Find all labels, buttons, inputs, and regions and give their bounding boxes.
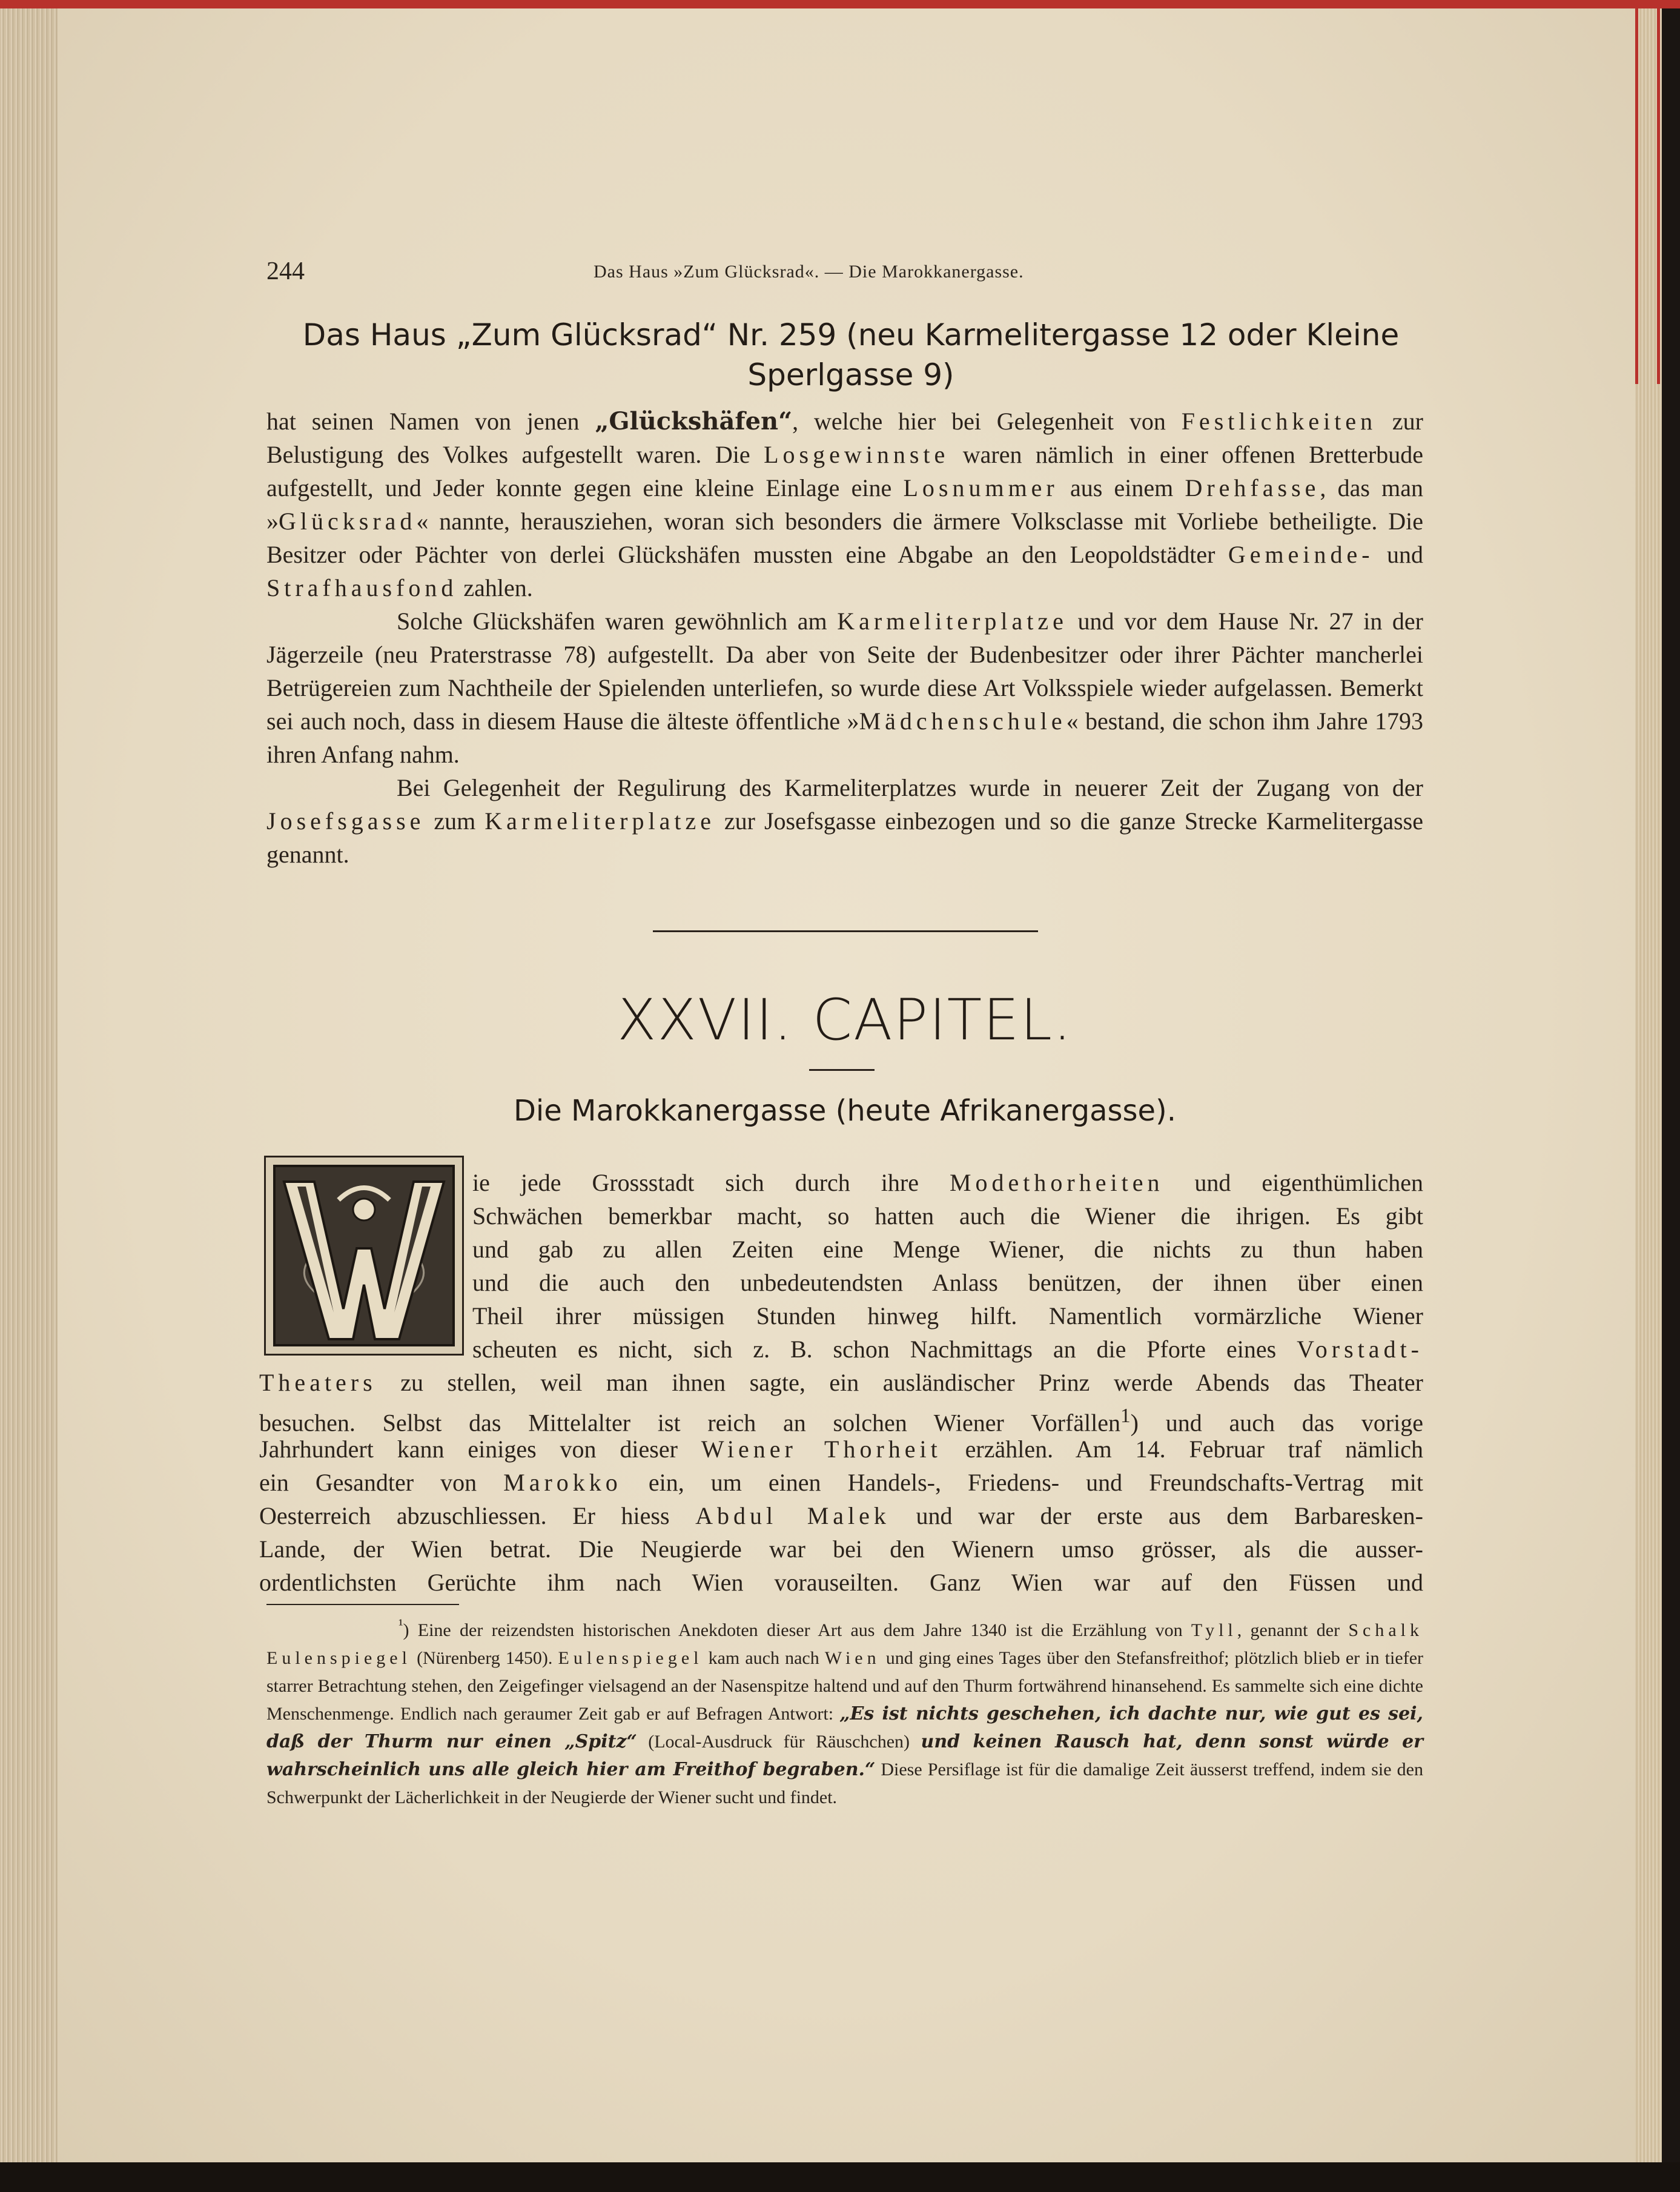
decorated-initial-w-icon xyxy=(264,1156,464,1356)
section-body xyxy=(266,405,1423,871)
text-line: ein Gesandter von Marokko ein, um einen Handels-, Friedens- und Freundschafts-Vertrag mit xyxy=(259,1469,1424,1496)
chapter-divider xyxy=(809,1069,875,1071)
text-line: ie jede Grossstadt sich durch ihre Modethorheiten und eigenthümlichen xyxy=(472,1169,1423,1196)
text-line: ordentlichsten Gerüchte ihm nach Wien vorauseilten. Ganz Wien war auf den Füssen und xyxy=(259,1569,1423,1596)
text-line: Schwächen bemerkbar macht, so hatten auch die Wiener die ihrigen. Es gibt xyxy=(472,1202,1423,1230)
red-edge-right xyxy=(1635,8,1638,384)
red-edge-top xyxy=(0,0,1680,8)
page-number: 244 xyxy=(266,257,305,285)
footnote-ref: 1 xyxy=(1120,1405,1131,1427)
paragraph-3: Bei Gelegenheit der Regulirung des Karmeliterplatzes wurde in neuerer Zeit der Zugang von der Josefsgasse zum Karmeliterplatze zur Josefsgasse einbezogen und so die ganze Strecke Karmelitergasse genannt. xyxy=(266,774,1423,868)
paragraph-2: Solche Glückshäfen waren gewöhnlich am Karmeliterplatze und vor dem Hause Nr. 27 in der Jägerzeile (neu Praterstrasse 78) aufgestellt. Da aber von Seite der Budenbesitzer oder ihrer Pächter mancherlei Betrügereien zum Nachtheile der Spielenden unterliefen, so wurde diese Art Volksspiele wieder aufgelassen. Bemerkt sei auch noch, dass in diesem Hause die älteste öffentliche »Mädchenschule« bestand, die schon ihm Jahre 1793 ihren Anfang nahm. xyxy=(266,608,1423,768)
text-line: Theaters zu stellen, weil man ihnen sagte, ein ausländischer Prinz werde Abends das Theater xyxy=(259,1369,1423,1396)
text-line: und die auch den unbedeutendsten Anlass benützen, der ihnen über einen xyxy=(472,1269,1423,1296)
footnote: $^{^1}$) Eine der reizendsten historischen Anekdoten dieser Art aus dem Jahre 1340 ist die Erzählung von Tyll, genannt der Schalk Eulenspiegel (Nürenberg 1450). Eulenspiegel kam auch nach Wien und ging eines Tages über den Stefansfreithof; plötzlich blieb er in tiefer starrer Betrachtung stehen, den Zeigefinger vielsagend an der Nasenspitze haltend und auf den Thurm fortwährend hinansehend. Es sammelte sich eine dichte Menschenmenge. Endlich nach geraumer Zeit gab er auf Befragen Antwort: „Es ist nichts geschehen, ich dachte nur, wie gut es sei, daß der Thurm nur einen „Spitz“ (Local-Ausdruck für Räuschchen) und keinen Rausch hat, denn sonst würde er wahrscheinlich uns alle gleich hier am Freithof begraben.“ Diese Persiflage ist für die damalige Zeit äusserst treffend, indem sie den Schwerpunkt der Lächerlichkeit in der Neugierde der Wiener sucht und findet. xyxy=(266,1617,1424,1807)
paragraph-1: hat seinen Namen von jenen „Glückshäfen“, welche hier bei Gelegenheit von Festlichkeiten zur Belustigung des Volkes aufgestellt waren. Die Losgewinnste waren nämlich in einer offenen Bretterbude aufgestellt, und Jeder konnte gegen eine kleine Einlage eine Losnummer aus einem Drehfasse, das man »Glücksrad« nannte, herausziehen, woran sich besonders die ärmere Volksclasse mit Vorliebe betheiligte. Die Besitzer oder Pächter von derlei Glückshäfen mussten eine Abgabe an den Leopoldstädter Gemeinde- und Strafhausfond zahlen. xyxy=(266,407,1424,601)
chapter-title: XXVII. CAPITEL. xyxy=(617,987,1073,1053)
scan-background xyxy=(0,2162,1680,2192)
footnote-rule xyxy=(266,1604,459,1605)
text-line: Theil ihrer müssigen Stunden hinweg hilft. Namentlich vormärzliche Wiener xyxy=(472,1302,1423,1329)
text-line: Lande, der Wien betrat. Die Neugierde war bei den Wienern umso grösser, als die ausser- xyxy=(259,1535,1423,1563)
running-head xyxy=(266,257,1447,293)
text-line: Oesterreich abzuschliessen. Er hiess Abdul Malek und war der erste aus dem Barbaresken- xyxy=(259,1502,1423,1529)
section-heading: Das Haus „Zum Glücksrad“ Nr. 259 (neu Karmelitergasse 12 oder Kleine Sperlgasse 9) xyxy=(302,317,1400,392)
text-line: scheuten es nicht, sich z. B. schon Nachmittags an die Pforte eines Vorstadt- xyxy=(472,1336,1423,1363)
red-edge-right-outer xyxy=(1657,8,1660,384)
text-line: Jahrhundert kann einiges von dieser Wiener Thorheit erzählen. Am 14. Februar traf nämlich xyxy=(259,1435,1423,1463)
page-edges-left xyxy=(0,0,58,2174)
chapter-heading: Die Marokkanergasse (heute Afrikanergasse). xyxy=(513,1094,1177,1128)
text-line: besuchen. Selbst das Mittelalter ist reich an solchen Wiener Vorfällen$^1$) und auch das vorige xyxy=(259,1405,1424,1437)
section-divider xyxy=(653,930,1038,932)
running-title: Das Haus »Zum Glücksrad«. — Die Marokkanergasse. xyxy=(594,262,1024,282)
text-line: und gab zu allen Zeiten eine Menge Wiener, die nichts zu thun haben xyxy=(472,1236,1423,1263)
